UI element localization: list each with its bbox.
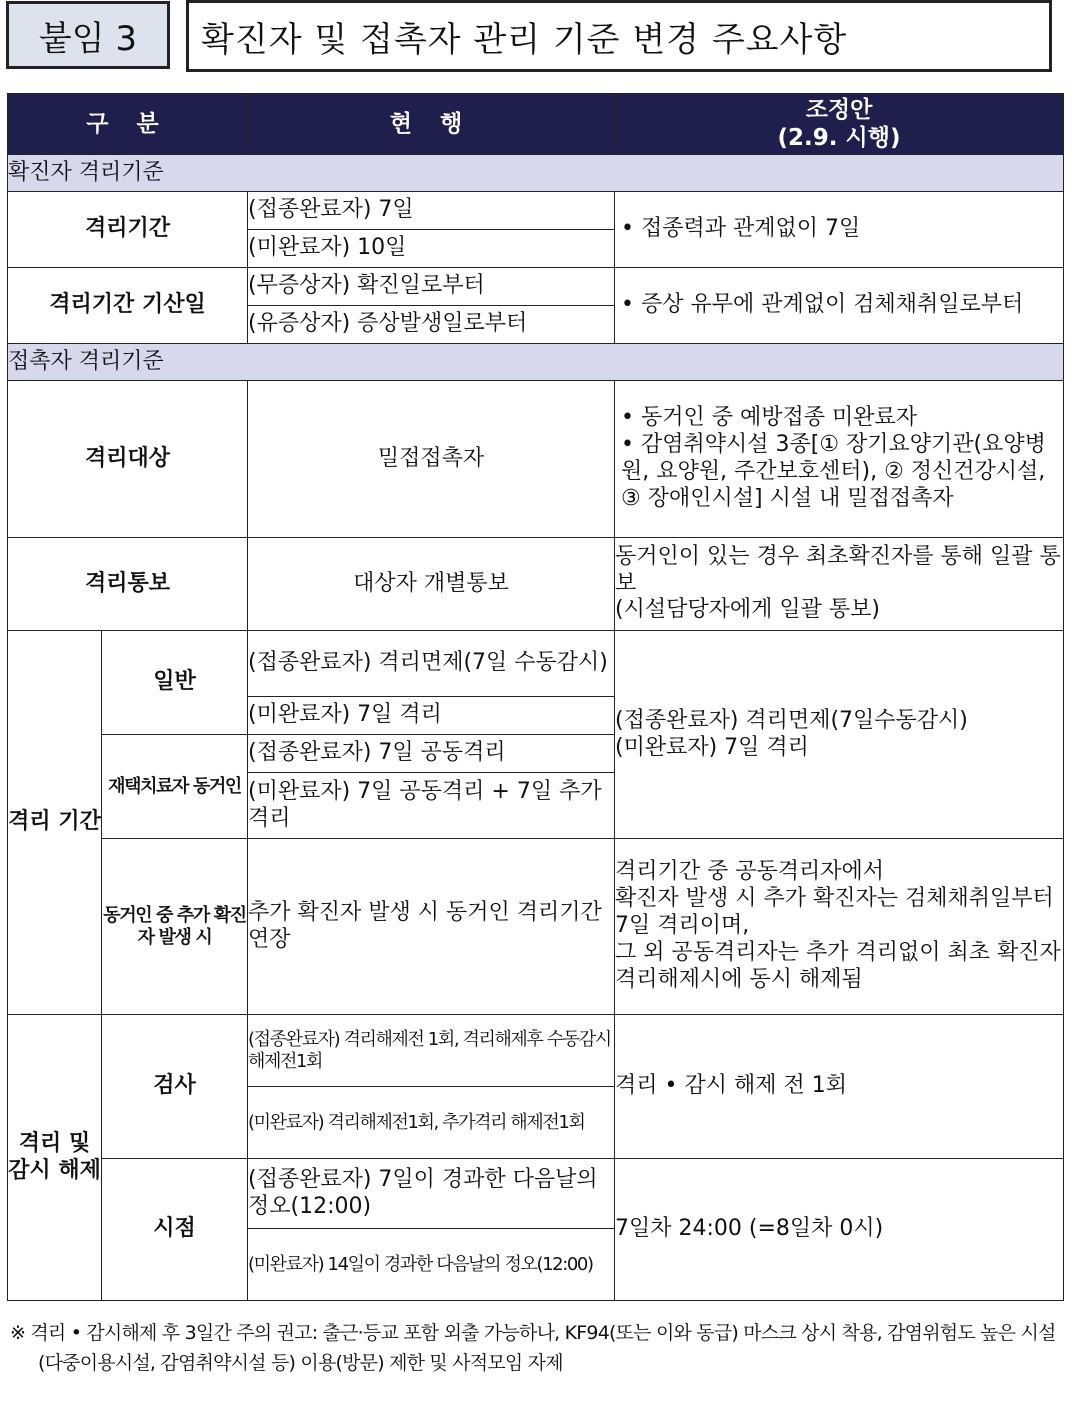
proposal-item: 확진자 발생 시 추가 확진자는 검체채취일부터 7일 격리이며,: [615, 886, 1054, 939]
section-title: 접촉자 격리기준: [8, 344, 1064, 381]
proposal-cell: • 접종력과 관계없이 7일: [615, 192, 1064, 268]
proposal-cell: 격리 • 감시 해제 전 1회: [615, 1015, 1064, 1159]
table-row: [8, 538, 1064, 631]
current-cell: (접종완료자) 7일 공동격리: [248, 735, 615, 773]
proposal-cell: [615, 538, 1064, 631]
header-category: 구 분: [8, 94, 248, 155]
attachment-badge: 붙임 3: [6, 1, 170, 69]
table-row: [8, 1015, 1064, 1087]
section-row-confirmed: [8, 155, 1064, 192]
proposal-cell: [615, 839, 1064, 1015]
current-cell: (무증상자) 확진일로부터: [248, 268, 615, 306]
current-cell: (미완료자) 7일 공동격리 + 7일 추가격리: [248, 773, 615, 839]
table-row: [8, 268, 1064, 306]
proposal-cell: • 증상 유무에 관계없이 검체채취일로부터: [615, 268, 1064, 344]
proposal-item: • 감염취약시설 3종[① 장기요양기관(요양병원, 요양원, 주간보호센터), ② 정신건강시설, ③ 장애인시설] 시설 내 밀접접촉자: [621, 432, 1046, 511]
sub-label: 검사: [102, 1015, 248, 1159]
proposal-item: (시설담당자에게 일괄 통보): [615, 597, 880, 623]
current-cell: (접종완료자) 7일: [248, 192, 615, 230]
proposal-item: 격리기간 중 공동격리자에서: [615, 859, 885, 885]
table-row: [8, 192, 1064, 230]
document-title: 확진자 및 접촉자 관리 기준 변경 주요사항: [186, 0, 1052, 72]
header-current: 현 행: [248, 94, 615, 155]
current-cell: (접종완료자) 격리해제전 1회, 격리해제후 수동감시해제전1회: [248, 1015, 615, 1087]
table-row: [8, 1159, 1064, 1229]
sub-label: 시점: [102, 1159, 248, 1301]
proposal-item: • 동거인 중 예방접종 미완료자: [621, 405, 917, 431]
table-header-row: [8, 94, 1064, 155]
header-proposal: [615, 94, 1064, 155]
footnote-line: ※ 격리 • 감시해제 후 3일간 주의 권고: 출근·등교 포함 외출 가능하나, KF94(또는 이와 동급) 마스크 상시 착용, 감염위험도 높은 시설: [10, 1322, 1056, 1344]
current-cell: (미완료자) 격리해제전1회, 추가격리 해제전1회: [248, 1087, 615, 1159]
current-cell: (유증상자) 증상발생일로부터: [248, 306, 615, 344]
table-row: [8, 839, 1064, 1015]
proposal-item: 그 외 공동격리자는 추가 격리없이 최초 확진자 격리해제시에 동시 해제됨: [615, 939, 1061, 992]
proposal-cell: 7일차 24:00 (=8일차 0시): [615, 1159, 1064, 1301]
section-title: 확진자 격리기준: [8, 155, 1064, 192]
proposal-item: (접종완료자) 격리면제(7일수동감시): [615, 707, 968, 733]
footnote: [10, 1318, 1070, 1379]
row-label: 격리대상: [8, 381, 248, 538]
proposal-item: 동거인이 있는 경우 최초확진자를 통해 일괄 통보: [615, 543, 1061, 596]
current-cell: (미완료자) 10일: [248, 230, 615, 268]
table-row: [8, 631, 1064, 697]
header-proposal-date: (2.9. 시행): [777, 125, 901, 151]
table-row: [8, 381, 1064, 538]
header-proposal-title: 조정안: [805, 96, 873, 123]
proposal-cell: [615, 381, 1064, 538]
policy-comparison-table: [7, 93, 1064, 1301]
row-label: 격리기간 기산일: [8, 268, 248, 344]
current-cell: 대상자 개별통보: [248, 538, 615, 631]
current-cell: (접종완료자) 7일이 경과한 다음날의 정오(12:00): [248, 1159, 615, 1229]
sub-label: 동거인 중 추가 확진자 발생 시: [102, 839, 248, 1015]
row-label: 격리통보: [8, 538, 248, 631]
current-cell: (미완료자) 14일이 경과한 다음날의 정오(12:00): [248, 1229, 615, 1301]
section-row-contacts: [8, 344, 1064, 381]
footnote-line: (다중이용시설, 감염취약시설 등) 이용(방문) 제한 및 사적모임 자제: [38, 1352, 563, 1375]
current-cell: 추가 확진자 발생 시 동거인 격리기간 연장: [248, 839, 615, 1015]
current-cell: (접종완료자) 격리면제(7일 수동감시): [248, 631, 615, 697]
proposal-item: (미완료자) 7일 격리: [615, 734, 809, 760]
group-label: 격리 및 감시 해제: [8, 1015, 102, 1301]
proposal-cell: [615, 631, 1064, 839]
sub-label: 재택치료자 동거인: [102, 735, 248, 839]
document-header: [6, 0, 1054, 76]
sub-label: 일반: [102, 631, 248, 735]
row-label: 격리기간: [8, 192, 248, 268]
group-label: 격리 기간: [8, 631, 102, 1015]
current-cell: (미완료자) 7일 격리: [248, 697, 615, 735]
current-cell: 밀접접촉자: [248, 381, 615, 538]
